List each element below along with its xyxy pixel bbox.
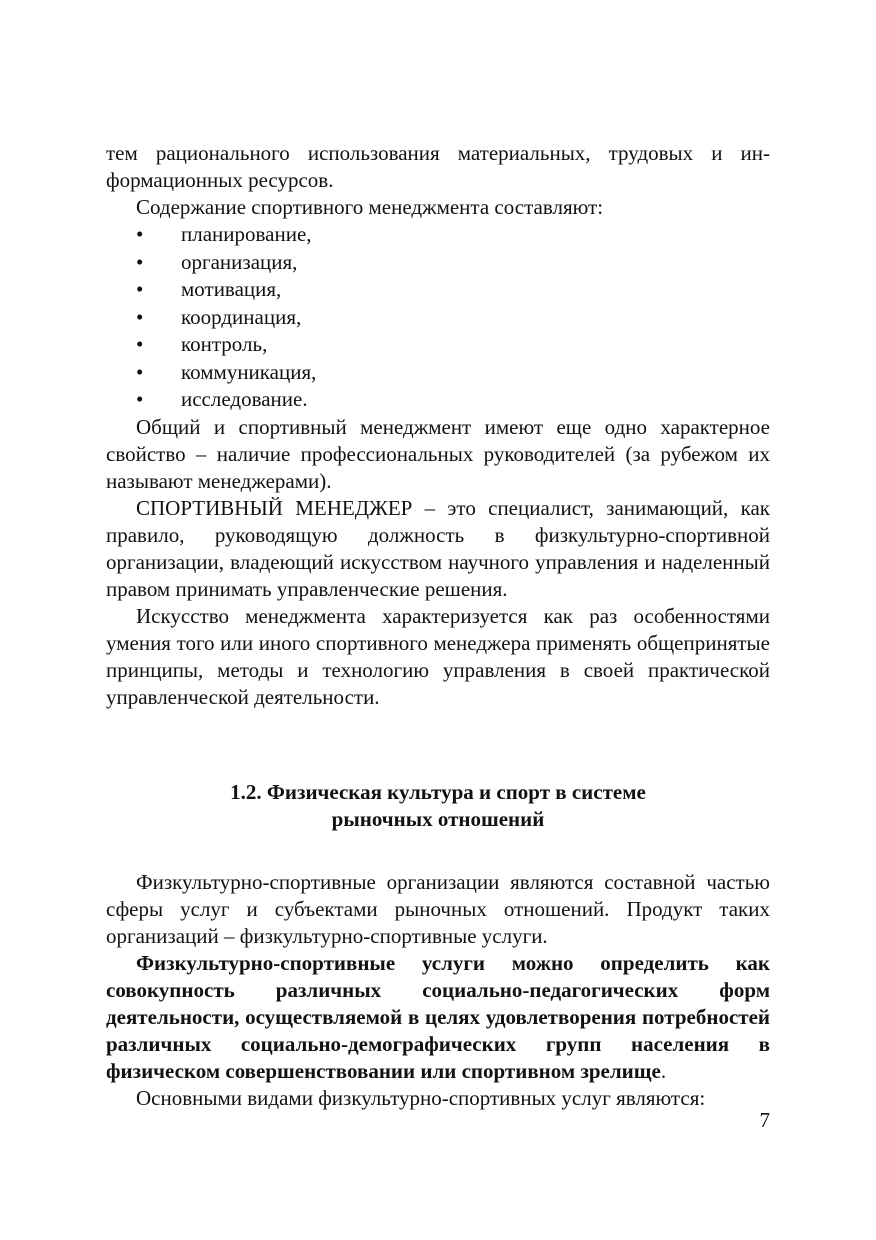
- paragraph-management-art: Искусство менеджмента характеризуется как раз особенностями умения того или иного спортивного менеджера применять общепринятые принципы, методы и технологию управления в своей практической управленческой деятельности.: [106, 603, 770, 709]
- bullet-icon: •: [136, 387, 144, 411]
- services-definition-bold: Физкультурно-спортивные услуги можно определить как совокупность различных социально-педагогических форм деятельности, осуществляемой в целях удовлетворения потребностей различных социально-демографических групп населения в физическом совершенствовании или спортивном зрелище: [106, 950, 770, 1083]
- list-item: • коммуникация,: [136, 359, 317, 384]
- section-heading-line-1: 1.2. Физическая культура и спорт в системе: [230, 779, 646, 804]
- section-heading-line-2: рыночных отношений: [331, 806, 545, 831]
- page-number: 7: [759, 1108, 770, 1132]
- paragraph-service-types: Основными видами физкультурно-спортивных услуг являются:: [136, 1085, 706, 1110]
- list-item: • контроль,: [136, 332, 268, 356]
- paragraph-content-intro: Содержание спортивного менеджмента составляют:: [136, 195, 604, 219]
- bullet-icon: •: [136, 359, 144, 384]
- page-body: [106, 140, 770, 1112]
- bullet-list: [106, 221, 770, 414]
- services-definition-end: .: [660, 1058, 667, 1083]
- bullet-icon: •: [136, 332, 144, 356]
- list-item: • мотивация,: [136, 277, 282, 301]
- section-heading: [106, 779, 770, 833]
- list-item: • организация,: [136, 249, 298, 274]
- paragraph-organizations: Физкультурно-спортивные организации являются составной частью сферы услуг и субъектами рыночных отношений. Продукт таких организаций – физкультурно-спортивные услуги.: [106, 869, 770, 948]
- paragraph-sport-manager-definition: СПОРТИВНЫЙ МЕНЕДЖЕР – это специалист, занимающий, как правило, руководящую должность в физкультурно-спортивной организации, владеющий искусством научного управления и наделенный правом принимать управленческие решения.: [106, 495, 770, 601]
- paragraph-professional-managers: Общий и спортивный менеджмент имеют еще одно характерное свойство – наличие профессиональных руководителей (за рубежом их называют менеджерами).: [106, 414, 770, 493]
- paragraph-continuation: тем рационального использования материальных, трудовых и информационных ресурсов.: [106, 141, 770, 192]
- list-item: • координация,: [136, 304, 302, 329]
- bullet-icon: •: [136, 222, 144, 246]
- bullet-icon: •: [136, 304, 144, 329]
- list-item: • планирование,: [136, 222, 312, 246]
- bullet-icon: •: [136, 277, 144, 301]
- paragraph-services-definition: [106, 950, 770, 1085]
- bullet-icon: •: [136, 249, 144, 274]
- list-item: • исследование.: [136, 387, 308, 411]
